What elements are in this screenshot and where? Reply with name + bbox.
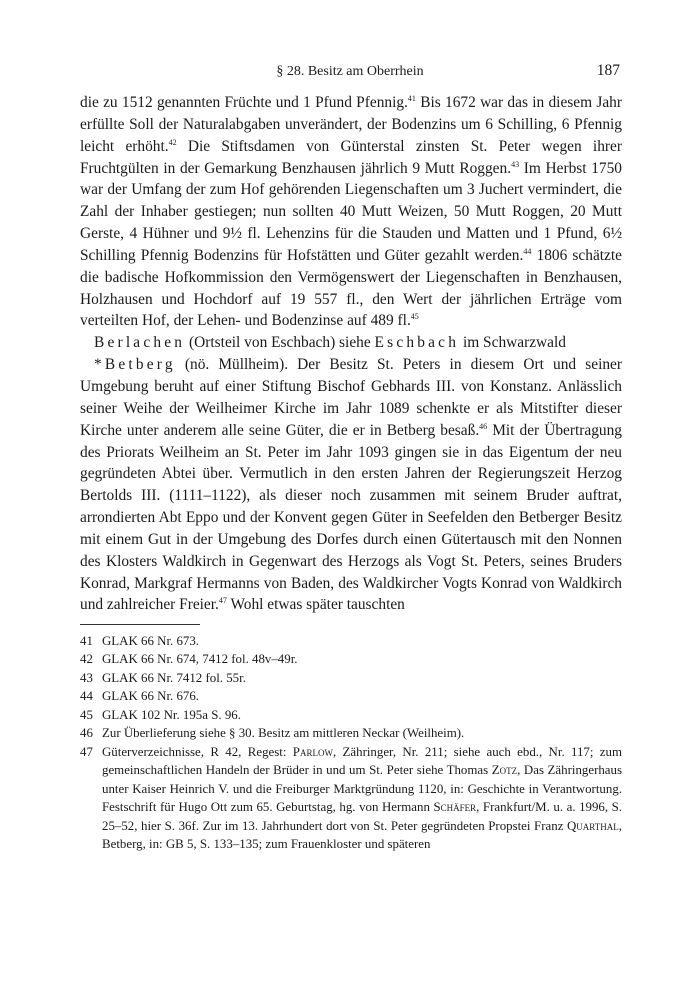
footnote-ref: 43 [511, 159, 520, 169]
paragraph-berlachen: Berlachen (Ortsteil von Eschbach) siehe Eschbach im Schwarzwald [94, 334, 566, 352]
author-name: Zotz [491, 763, 518, 778]
footnote-ref: 47 [218, 596, 227, 606]
place-name: Berlachen [94, 334, 186, 352]
footnote: 42 GLAK 66 Nr. 674, 7412 fol. 48v–49r. [80, 652, 298, 667]
main-text [80, 92, 622, 616]
paragraph-benzhausen: die zu 1512 genannten Früchte und 1 Pfund Pfennig.$^{41}$ Bis 1672 war das in diesem Jahr erfüllte Soll der Naturalabgaben unverändert, der Bodenzins um 6 Schilling, 6 Pfennig leicht erhöht.$^{42}$ Die Stiftsdamen von Günterstal zinsten St. Peter wegen ihrer Fruchtgülten in der Gemarkung Benzhausen jährlich 9 Mutt Roggen.$^{43}$ Im Herbst 1750 war der Umfang der zum Hof gehörenden Liegenschaften um 3 Juchert vermindert, die Zahl der Inhaber gestiegen; nun sollten 40 Mutt Weizen, 50 Mutt Roggen, 20 Mutt Gerste, 4 Hühner und 9½ fl. Lehenzins für die Stauden und Matten und 1 Pfund, 6½ Schilling Pfennig Bodenzins für Hofstätten und Güter gezahlt werden.$^{44}$ 1806 schätzte die badische Hofkommission den Vermögenswert der Liegenschaften in Benzhausen, Holzhausen und Hochdorf auf 19 557 fl., den Wert der jährlichen Erträge vom verteilten Hof, der Lehen- und Bodenzinse auf 489 fl.$^{45}$ [80, 94, 622, 330]
place-name: *Betberg [94, 356, 176, 374]
paragraph-betberg: *Betberg (nö. Müllheim). Der Besitz St. Peters in diesem Ort und seiner Umgebung beruht auf einer Stiftung Bischof Gebhards III. von Konstanz. Anlässlich seiner Weihe der Weilheimer Kirche im Jahr 1089 schenkte er als Mitstifter dieser Kirche unter anderem alle seine Güter, die er in Betberg besaß.$^{46}$ Mit der Übertragung des Priorats Weilheim an St. Peter im Jahr 1093 gingen sie in das Eigentum der neu gegründeten Abtei über. Vermutlich in den ersten Jahren der Regierungszeit Herzog Bertolds III. (1111–1122), als dieser noch zusammen mit seinem Bruder auftrat, arrondierten Abt Eppo und der Konvent gegen Güter in Seefelden den Betberger Besitz mit einem Gut in der Umgebung des Dorfes durch einen Gütertausch mit den Nonnen des Klosters Waldkirch in Gegenwart des Herzogs als Vogt St. Peters, seines Bruders Konrad, Markgraf Hermanns von Baden, des Waldkircher Vogts Konrad von Waldkirch und zahlreicher Freier.$^{47}$ Wohl etwas später tauschten [80, 356, 622, 614]
running-header [78, 62, 622, 82]
footnote: 46 Zur Überlieferung siehe § 30. Besitz am mittleren Neckar (Weilheim). [80, 726, 465, 741]
footnote: 43 GLAK 66 Nr. 7412 fol. 55r. [80, 670, 246, 685]
footnote: 47 Güterverzeichnisse, R 42, Regest: Parlow, Zähringer, Nr. 211; siehe auch ebd., Nr. 117; zum gemeinschaftlichen Handeln der Brüder in und um St. Peter siehe Thomas Zotz, Das Zähringerhaus unter Kaiser Heinrich V. und die Freiburger Marktgründung 1120, in: Geschichte in Verantwortung. Festschrift für Hugo Ott zum 65. Geburtstag, hg. von Hermann Schäfer, Frankfurt/M. u. a. 1996, S. 25–52, hier S. 36f. Zur im 13. Jahrhundert dort von St. Peter gegründeten Propstei Franz Quarthal, Betberg, in: GB 5, S. 133–135; zum Frauenkloster und späteren [80, 744, 623, 851]
running-title: § 28. Besitz am Oberrhein [276, 64, 424, 79]
page-number: 187 [596, 62, 620, 79]
footnote: 44 GLAK 66 Nr. 676. [80, 689, 200, 704]
footnote-ref: 44 [523, 246, 532, 256]
footnote-rule [80, 624, 200, 625]
footnote-ref: 45 [410, 312, 419, 322]
footnote: 45 GLAK 102 Nr. 195a S. 96. [80, 707, 241, 722]
footnotes [80, 632, 622, 853]
author-name: Parlow [292, 744, 333, 759]
footnote: 41 GLAK 66 Nr. 673. [80, 634, 200, 648]
place-name: Eschbach [374, 334, 460, 352]
footnote-ref: 42 [168, 137, 177, 147]
author-name: Quarthal [567, 818, 619, 833]
footnote-ref: 41 [407, 94, 416, 103]
author-name: Schäfer [433, 800, 477, 815]
footnote-ref: 46 [479, 421, 488, 431]
